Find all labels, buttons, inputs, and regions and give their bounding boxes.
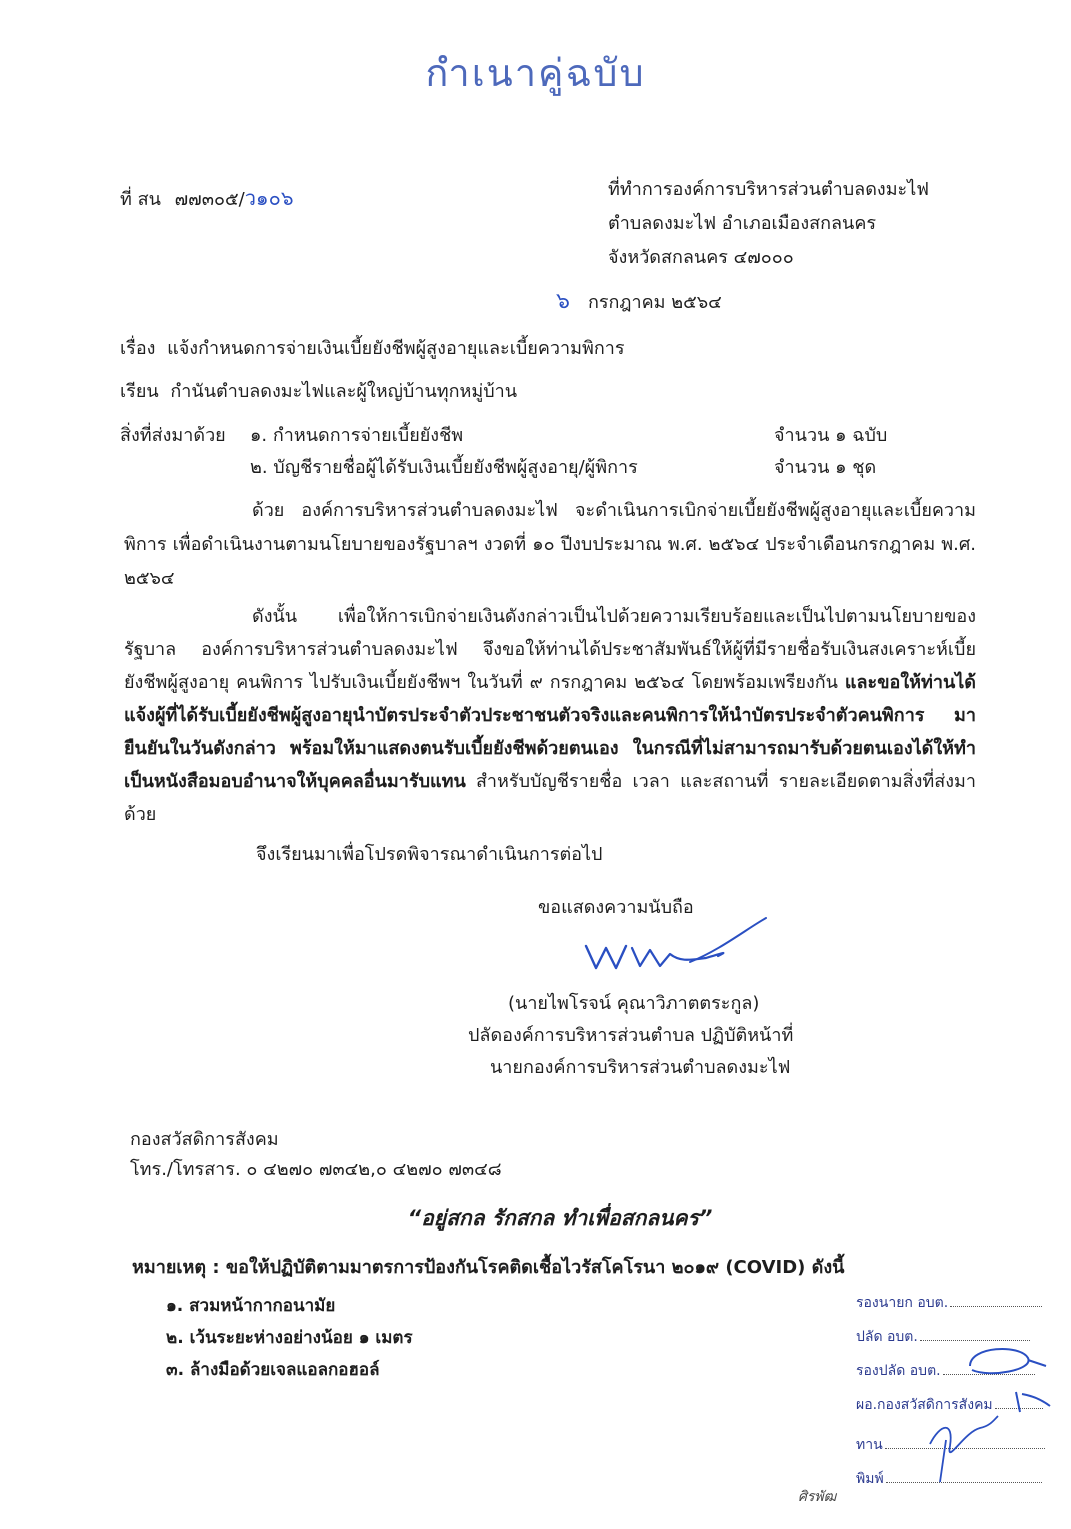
notice-title: หมายเหตุ : ขอให้ปฏิบัติตามมาตรการป้องกันโรคติดเชื้อไวรัสโคโรนา ๒๐๑๙ (COVID) ดังนี้ — [132, 1257, 845, 1278]
body-paragraph-1 — [124, 494, 976, 596]
paragraph-2-text: ดังนั้น เพื่อให้การเบิกจ่ายเงินดังกล่าวเป็นไปด้วยความเรียบร้อยและเป็นไปตามนโยบายของรัฐบาล องค์การบริหารส่วนตำบลดงมะไฟ จึงขอให้ท่านได้ประชาสัมพันธ์ให้ผู้ที่มีรายชื่อรับเงินสงเคราะห์เบี้ยยังชีพผู้สูงอายุ คนพิการ ไปรับเงินเบี้ยยังชีพฯ ในวันที่ ๙ กรกฎาคม ๒๕๖๔ โดยพร้อมเพรียงกัน — [124, 606, 976, 693]
date-month-year: กรกฎาคม ๒๕๖๔ — [587, 292, 722, 313]
recipient-label: เรียน — [120, 381, 159, 402]
routing-label-3: รองปลัด อบต. — [856, 1363, 941, 1379]
signer-position-1: ปลัดองค์การบริหารส่วนตำบล ปฏิบัติหน้าที่ — [468, 1025, 794, 1046]
document-date — [556, 290, 722, 315]
enclosure-qty-1: จำนวน ๑ ฉบับ — [774, 425, 888, 446]
notice-item-2: ๒. เว้นระยะห่างอย่างน้อย ๑ เมตร — [166, 1328, 413, 1348]
closing-request: จึงเรียนมาเพื่อโปรดพิจารณาดำเนินการต่อไป — [256, 844, 603, 865]
routing-label-1: รองนายก อบต. — [856, 1295, 949, 1311]
enclosures-label: สิ่งที่ส่งมาด้วย — [120, 425, 226, 446]
sender-address-line-2: ตำบลดงมะไฟ อำเภอเมืองสกลนคร — [608, 213, 877, 234]
motto: “อยู่สกล รักสกล ทำเพื่อสกลนคร” — [407, 1206, 713, 1230]
enclosure-item-1: ๑. กำหนดการจ่ายเบี้ยยังชีพ — [250, 425, 464, 446]
paragraph-2-tail-text: สำหรับบัญชีรายชื่อ เวลา และสถานที่ รายละเอียดตามสิ่งที่ส่งมาด้วย — [124, 771, 976, 825]
copy-stamp: กำเนาคู่ฉบับ — [425, 51, 646, 95]
body-paragraph-2 — [124, 600, 976, 831]
notice-item-1: ๑. สวมหน้ากากอนามัย — [166, 1296, 336, 1316]
routing-line-1 — [856, 1292, 1042, 1314]
doc-number-handwritten: ว๑๐๖ — [244, 186, 294, 210]
routing-label-5: ทาน — [856, 1437, 883, 1453]
routing-label-4: ผอ.กองสวัสดิการสังคม — [856, 1397, 993, 1413]
subject-label: เรื่อง — [120, 338, 156, 359]
routing-initials-graphic — [950, 1336, 1060, 1486]
department-name: กองสวัสดิการสังคม — [130, 1129, 279, 1150]
recipient-line — [120, 380, 517, 404]
doc-number — [120, 186, 294, 212]
date-day-handwritten: ๖ — [556, 289, 570, 314]
signature-graphic — [580, 910, 780, 980]
paragraph-1-text: ด้วย องค์การบริหารส่วนตำบลดงมะไฟ จะดำเนินการเบิกจ่ายเบี้ยยังชีพผู้สูงอายุและเบี้ยความพิการ เพื่อดำเนินงานตามนโยบายของรัฐบาลฯ งวดที่ ๑๐ ปีงบประมาณ พ.ศ. ๒๕๖๔ ประจำเดือนกรกฎาคม พ.ศ. ๒๕๖๔ — [124, 500, 976, 589]
routing-label-6: พิมพ์ — [856, 1471, 884, 1487]
doc-number-printed: ๗๗๓๐๕/ — [174, 189, 245, 210]
sender-address-line-1: ที่ทำการองค์การบริหารส่วนตำบลดงมะไฟ — [608, 179, 930, 200]
department-phone: โทร./โทรสาร. ๐ ๔๒๗๐ ๗๓๔๒,๐ ๔๒๗๐ ๗๓๔๘ — [130, 1159, 502, 1180]
bottom-handwritten-note: ศิรพัฒ — [798, 1489, 837, 1505]
subject-line — [120, 337, 625, 361]
complimentary-close: ขอแสดงความนับถือ — [538, 897, 694, 918]
notice-item-3: ๓. ล้างมือด้วยเจลแอลกอฮอล์ — [166, 1360, 380, 1380]
subject-text: แจ้งกำหนดการจ่ายเงินเบี้ยยังชีพผู้สูงอายุและเบี้ยความพิการ — [167, 338, 625, 359]
recipient-text: กำนันตำบลดงมะไฟและผู้ใหญ่บ้านทุกหมู่บ้าน — [170, 381, 518, 402]
enclosure-qty-2: จำนวน ๑ ชุด — [774, 457, 877, 478]
paragraph-2-bold-text: และขอให้ท่านได้แจ้งผู้ที่ได้รับเบี้ยยังชีพผู้สูงอายุนำบัตรประจำตัวประชาชนตัวจริงและคนพิการให้นำบัตรประจำตัวคนพิการ มายืนยันในวันดังกล่าว พร้อมให้มาแสดงตนรับเบี้ยยังชีพด้วยตนเอง ในกรณีที่ไม่สามารถมารับด้วยตนเองได้ให้ทำเป็นหนังสือมอบอำนาจให้บุคคลอื่นมารับแทน — [124, 672, 976, 792]
signer-name: (นายไพโรจน์ คุณาวิภาตตระกูล) — [508, 993, 760, 1014]
routing-label-2: ปลัด อบต. — [856, 1329, 918, 1345]
signer-position-2: นายกองค์การบริหารส่วนตำบลดงมะไฟ — [490, 1057, 791, 1078]
sender-address-line-3: จังหวัดสกลนคร ๔๗๐๐๐ — [608, 247, 794, 268]
enclosure-item-2: ๒. บัญชีรายชื่อผู้ได้รับเงินเบี้ยยังชีพผู้สูงอายุ/ผู้พิการ — [250, 457, 638, 478]
doc-number-label: ที่ สน — [120, 189, 161, 210]
